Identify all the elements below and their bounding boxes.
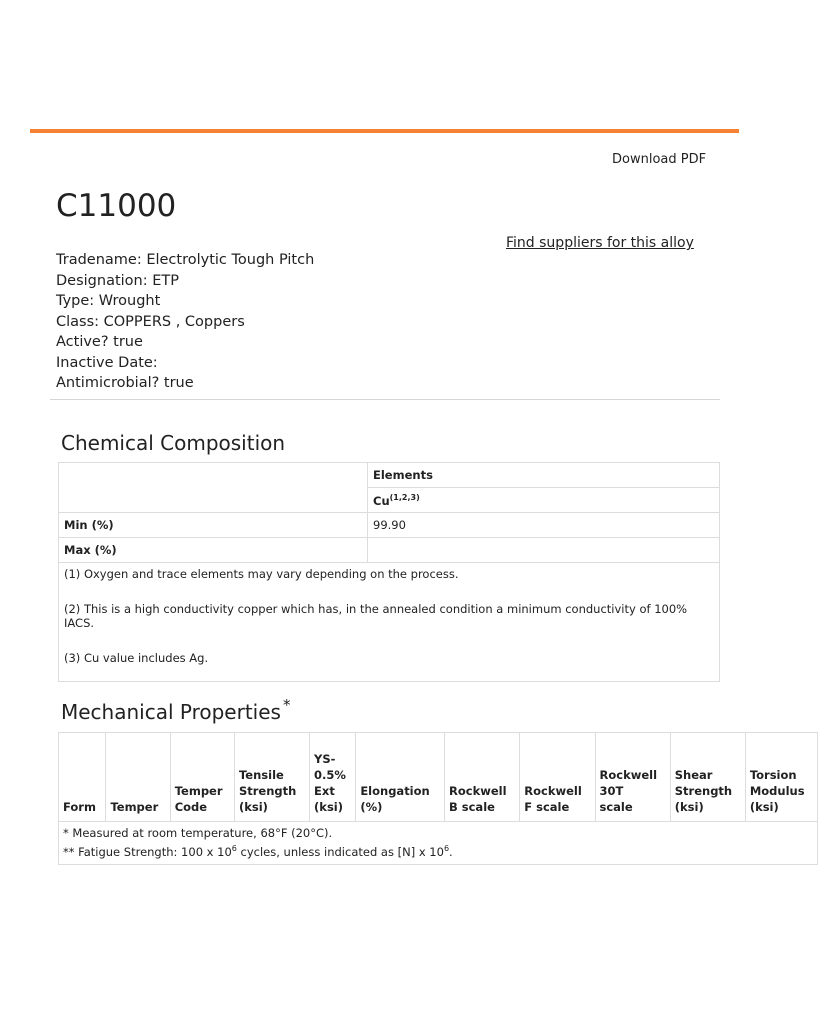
note-3: (3) Cu value includes Ag. [64, 651, 209, 665]
note-2: (2) This is a high conductivity copper which has, in the annealed condition a minimum conductivity of 100% IACS. [64, 602, 688, 630]
column-header-line: Modulus [749, 784, 805, 798]
column-header-line: Strength [238, 784, 297, 798]
col-temper [106, 733, 170, 822]
table-row [59, 538, 720, 563]
element-name: Cu [373, 493, 390, 508]
mechanical-properties-title: Mechanical Properties [61, 700, 281, 724]
table-row [59, 563, 720, 682]
column-header-line: Rockwell [599, 768, 658, 782]
header-accent-rule [30, 129, 739, 133]
mechanical-notes [59, 822, 818, 865]
elements-header: Elements [368, 463, 720, 488]
col-rockwell-f [520, 733, 595, 822]
meta-class: Class: COPPERS , Coppers [56, 313, 245, 330]
column-header-line: (ksi) [749, 800, 779, 814]
col-form [59, 733, 106, 822]
column-header-line: Temper [110, 800, 159, 814]
column-header-line: YS- [314, 752, 336, 766]
column-header-line: 30T [599, 784, 624, 798]
col-elongation [356, 733, 445, 822]
footnote-asterisk: * [282, 696, 291, 714]
section-divider [50, 399, 720, 400]
column-header-line: 0.5% [314, 768, 346, 782]
column-header-line: (ksi) [674, 800, 704, 814]
meta-tradename: Tradename: Electrolytic Tough Pitch [56, 252, 315, 268]
note-1: (1) Oxygen and trace elements may vary depending on the process. [64, 567, 459, 581]
column-header-line: Elongation [360, 784, 430, 798]
col-shear-strength [670, 733, 745, 822]
column-header-line: Tensile [238, 768, 284, 782]
table-row [59, 513, 720, 538]
column-header-line: Strength [674, 784, 733, 798]
col-rockwell-b [445, 733, 520, 822]
mech-note-1: * Measured at room temperature, 68°F (20°C). [63, 826, 333, 840]
element-cu-header [368, 488, 720, 513]
col-temper-code [170, 733, 234, 822]
row-label-max: Max (%) [59, 538, 368, 563]
table-row [59, 822, 818, 865]
mech-note-2: ** Fatigue Strength: 100 x $10^6$ cycles, unless indicated as [N] x $10^6$. [63, 844, 453, 859]
table-corner-cell [59, 463, 368, 513]
column-header-line: (ksi) [314, 800, 343, 814]
column-header-line: (ksi) [238, 800, 268, 814]
meta-active: Active? true [56, 334, 143, 350]
row-label-min: Min (%) [59, 513, 368, 538]
column-header-line: Rockwell [449, 784, 507, 798]
column-header-line: Rockwell [524, 784, 582, 798]
alloy-metadata [56, 250, 314, 394]
download-pdf-link[interactable]: Download PDF [612, 152, 707, 167]
meta-inactive-date: Inactive Date: [56, 354, 158, 371]
mechanical-properties-heading [61, 696, 291, 724]
find-suppliers-link[interactable]: Find suppliers for this alloy [506, 235, 694, 251]
column-header-line: scale [599, 800, 633, 814]
column-header-line: Ext [314, 784, 335, 798]
col-torsion-modulus [745, 733, 817, 822]
mechanical-properties-table [58, 732, 818, 865]
column-header-line: Code [174, 800, 208, 814]
element-footnote-ref: (1,2,3) [389, 492, 420, 502]
col-ys-ext [310, 733, 356, 822]
column-header-line: (%) [360, 800, 383, 814]
col-rockwell-30t [595, 733, 670, 822]
column-header-line: B scale [449, 800, 495, 814]
chemical-composition-heading: Chemical Composition [61, 431, 286, 455]
meta-designation: Designation: ETP [56, 272, 179, 289]
meta-type: Type: Wrought [56, 293, 161, 309]
table-row [59, 463, 720, 488]
column-header-line: Form [63, 800, 96, 814]
cu-min-value: 99.90 [368, 513, 720, 538]
chemical-composition-table [58, 462, 720, 682]
page-title: C11000 [56, 188, 177, 224]
mechanical-properties-scroll[interactable] [58, 732, 805, 864]
column-header-line: Temper [174, 784, 223, 798]
cu-max-value [368, 538, 720, 563]
column-header-line: Torsion [749, 768, 797, 782]
column-header-line: Shear [674, 768, 713, 782]
composition-notes [59, 563, 720, 682]
col-tensile-strength [234, 733, 309, 822]
table-header-row [59, 733, 818, 822]
column-header-line: F scale [524, 800, 570, 814]
meta-antimicrobial: Antimicrobial? true [56, 375, 194, 391]
